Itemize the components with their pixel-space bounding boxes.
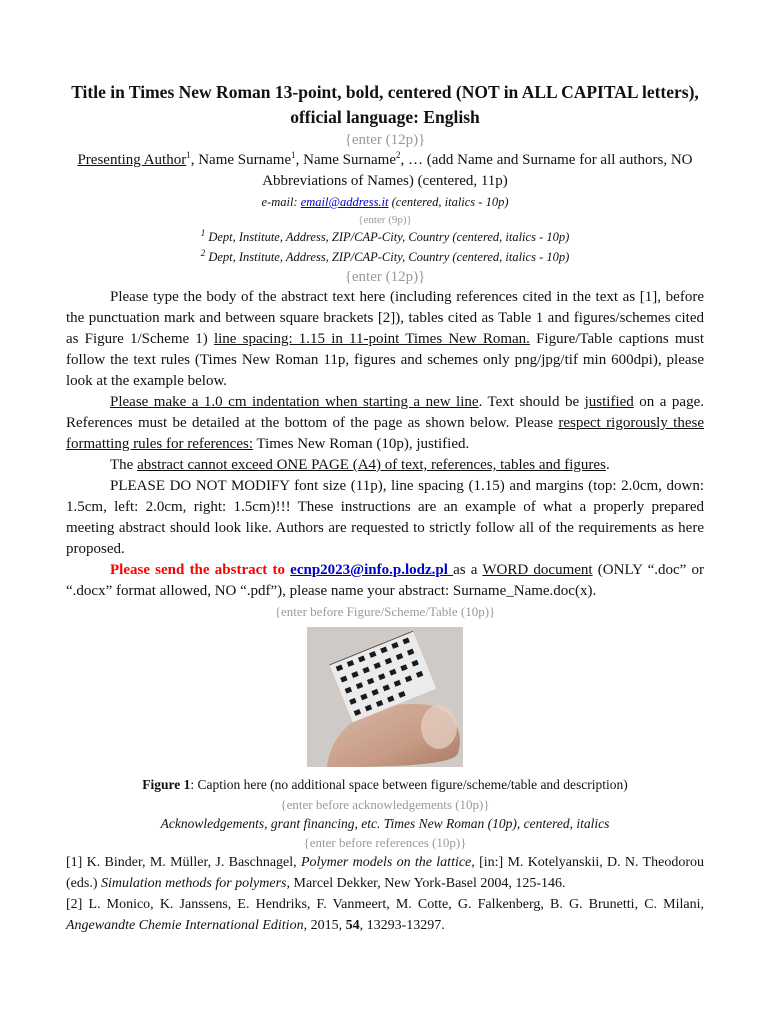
affiliation-text: Dept, Institute, Address, ZIP/CAP-City, Country (centered, italics - 10p) xyxy=(205,249,570,264)
body-text: on a page. References must be detailed at the bottom of the page as shown below. Please xyxy=(66,394,704,431)
body-underlined-text: WORD document xyxy=(482,562,593,578)
affiliation-superscript: 1 xyxy=(200,227,206,238)
body-underlined-text: justified xyxy=(584,394,634,410)
submission-email-link[interactable]: ecnp2023@info.p.lodz.pl xyxy=(290,562,454,578)
body-paragraph-5 xyxy=(66,560,704,602)
body-underlined-text: respect rigorously these formatting rules for references: xyxy=(66,415,704,452)
body-text: Times New Roman (10p), justified. xyxy=(253,436,470,452)
enter-note: {enter before references (10p)} xyxy=(303,835,467,850)
affiliation-superscript: 2 xyxy=(200,247,206,258)
reference-text: , Marcel Dekker, New York-Basel 2004, 125-146. xyxy=(286,876,566,891)
body-text: Figure/Table captions must follow the text rules (Times New Roman 11p, figures and schemes only png/jpg/tif min 600dpi), please look at the example below. xyxy=(66,331,704,389)
body-text: . Text should be xyxy=(478,394,585,410)
enter-note: {enter (12p)} xyxy=(344,269,426,285)
reference-text: [1] K. Binder, M. Müller, J. Baschnagel, xyxy=(66,855,301,870)
email-prefix: e-mail: xyxy=(261,195,301,209)
author-name: , Name Surname xyxy=(295,152,396,168)
author-superscript: 1 xyxy=(186,150,191,160)
figure-label: Figure 1 xyxy=(142,777,191,792)
reference-bold: 54 xyxy=(345,918,360,933)
body-text: . xyxy=(605,457,610,473)
email-suffix: (centered, italics - 10p) xyxy=(388,195,509,209)
abstract-body xyxy=(66,287,704,602)
figure-image xyxy=(307,627,463,767)
document-title: Title in Times New Roman 13-point, bold, centered (NOT in ALL CAPITAL letters), official language: English xyxy=(71,82,699,127)
affiliation-1 xyxy=(66,228,704,248)
reference-1 xyxy=(66,852,704,894)
affiliation-text: Dept, Institute, Address, ZIP/CAP-City, Country (centered, italics - 10p) xyxy=(205,230,570,244)
acknowledgements: Acknowledgements, grant financing, etc. Times New Roman (10p), centered, italics xyxy=(160,816,610,831)
body-underlined-text: abstract cannot exceed ONE PAGE (A4) of text, references, tables and figures xyxy=(137,457,606,473)
body-paragraph-3 xyxy=(66,455,704,476)
presenting-author: Presenting Author xyxy=(77,152,187,168)
figure-caption-text: : Caption here (no additional space between figure/scheme/table and description) xyxy=(190,777,628,792)
reference-2 xyxy=(66,894,704,936)
body-text: The xyxy=(110,457,138,473)
enter-note: {enter (12p)} xyxy=(344,132,426,148)
enter-note: {enter before acknowledgements (10p)} xyxy=(280,797,490,812)
abstract-template xyxy=(66,80,704,936)
body-paragraph-4: PLEASE DO NOT MODIFY font size (11p), line spacing (1.15) and margins (top: 2.0cm, down: 1.5cm, left: 2.0cm, right: 1.5cm)!!! These instructions are an example of what a properly prepared meeting abstract should look like. Authors are requested to strictly follow all of the requirements as here proposed. xyxy=(66,478,704,557)
body-underlined-text: line spacing: 1.15 in 11-point Times New Roman. xyxy=(213,331,530,347)
body-text: (ONLY “.doc” or “.docx” format allowed, NO “.pdf”), please name your abstract: Surname_Name.doc(x). xyxy=(66,562,704,599)
author-superscript: 2 xyxy=(396,150,401,160)
body-paragraph-1 xyxy=(66,287,704,392)
reference-italic: Simulation methods for polymers xyxy=(101,876,287,891)
affiliation-2 xyxy=(66,248,704,268)
enter-note: {enter before Figure/Scheme/Table (10p)} xyxy=(274,604,496,619)
email-line xyxy=(66,192,704,212)
authors-instruction: , … (add Name and Surname for all authors, NO Abbreviations of Names) (centered, 11p) xyxy=(262,152,693,189)
body-text: as a xyxy=(453,562,483,578)
figure-container xyxy=(66,621,704,775)
authors-line xyxy=(66,150,704,192)
author-superscript: 1 xyxy=(291,150,296,160)
reference-italic: Angewandte Chemie International Edition xyxy=(66,918,304,933)
body-text: Please type the body of the abstract text here (including references cited in the text as [1], before the punctuation mark and between square brackets [2]), tables cited as Table 1 and figures/schemes cited as Figure 1/Scheme 1) xyxy=(66,289,704,347)
body-underlined-text: Please make a 1.0 cm indentation when starting a new line xyxy=(110,394,479,410)
flexible-sensor-photo xyxy=(307,627,463,767)
reference-text: , [in:] M. Kotelyanskii, D. N. Theodorou (eds.) xyxy=(66,855,704,891)
reference-text: , 13293-13297. xyxy=(359,918,445,933)
email-link[interactable]: email@address.it xyxy=(300,195,389,209)
red-instruction: Please send the abstract to xyxy=(110,562,291,578)
enter-note: {enter (9p)} xyxy=(358,214,412,226)
reference-italic: Polymer models on the lattice xyxy=(300,855,472,870)
body-paragraph-2 xyxy=(66,392,704,455)
references-list xyxy=(66,852,704,936)
reference-text: [2] L. Monico, K. Janssens, E. Hendriks, F. Vanmeert, M. Cotte, G. Falkenberg, B. G. Brunetti, C. Milani, xyxy=(66,897,704,912)
reference-text: , 2015, xyxy=(303,918,346,933)
author-name: , Name Surname xyxy=(190,152,292,168)
figure-caption xyxy=(66,775,704,795)
